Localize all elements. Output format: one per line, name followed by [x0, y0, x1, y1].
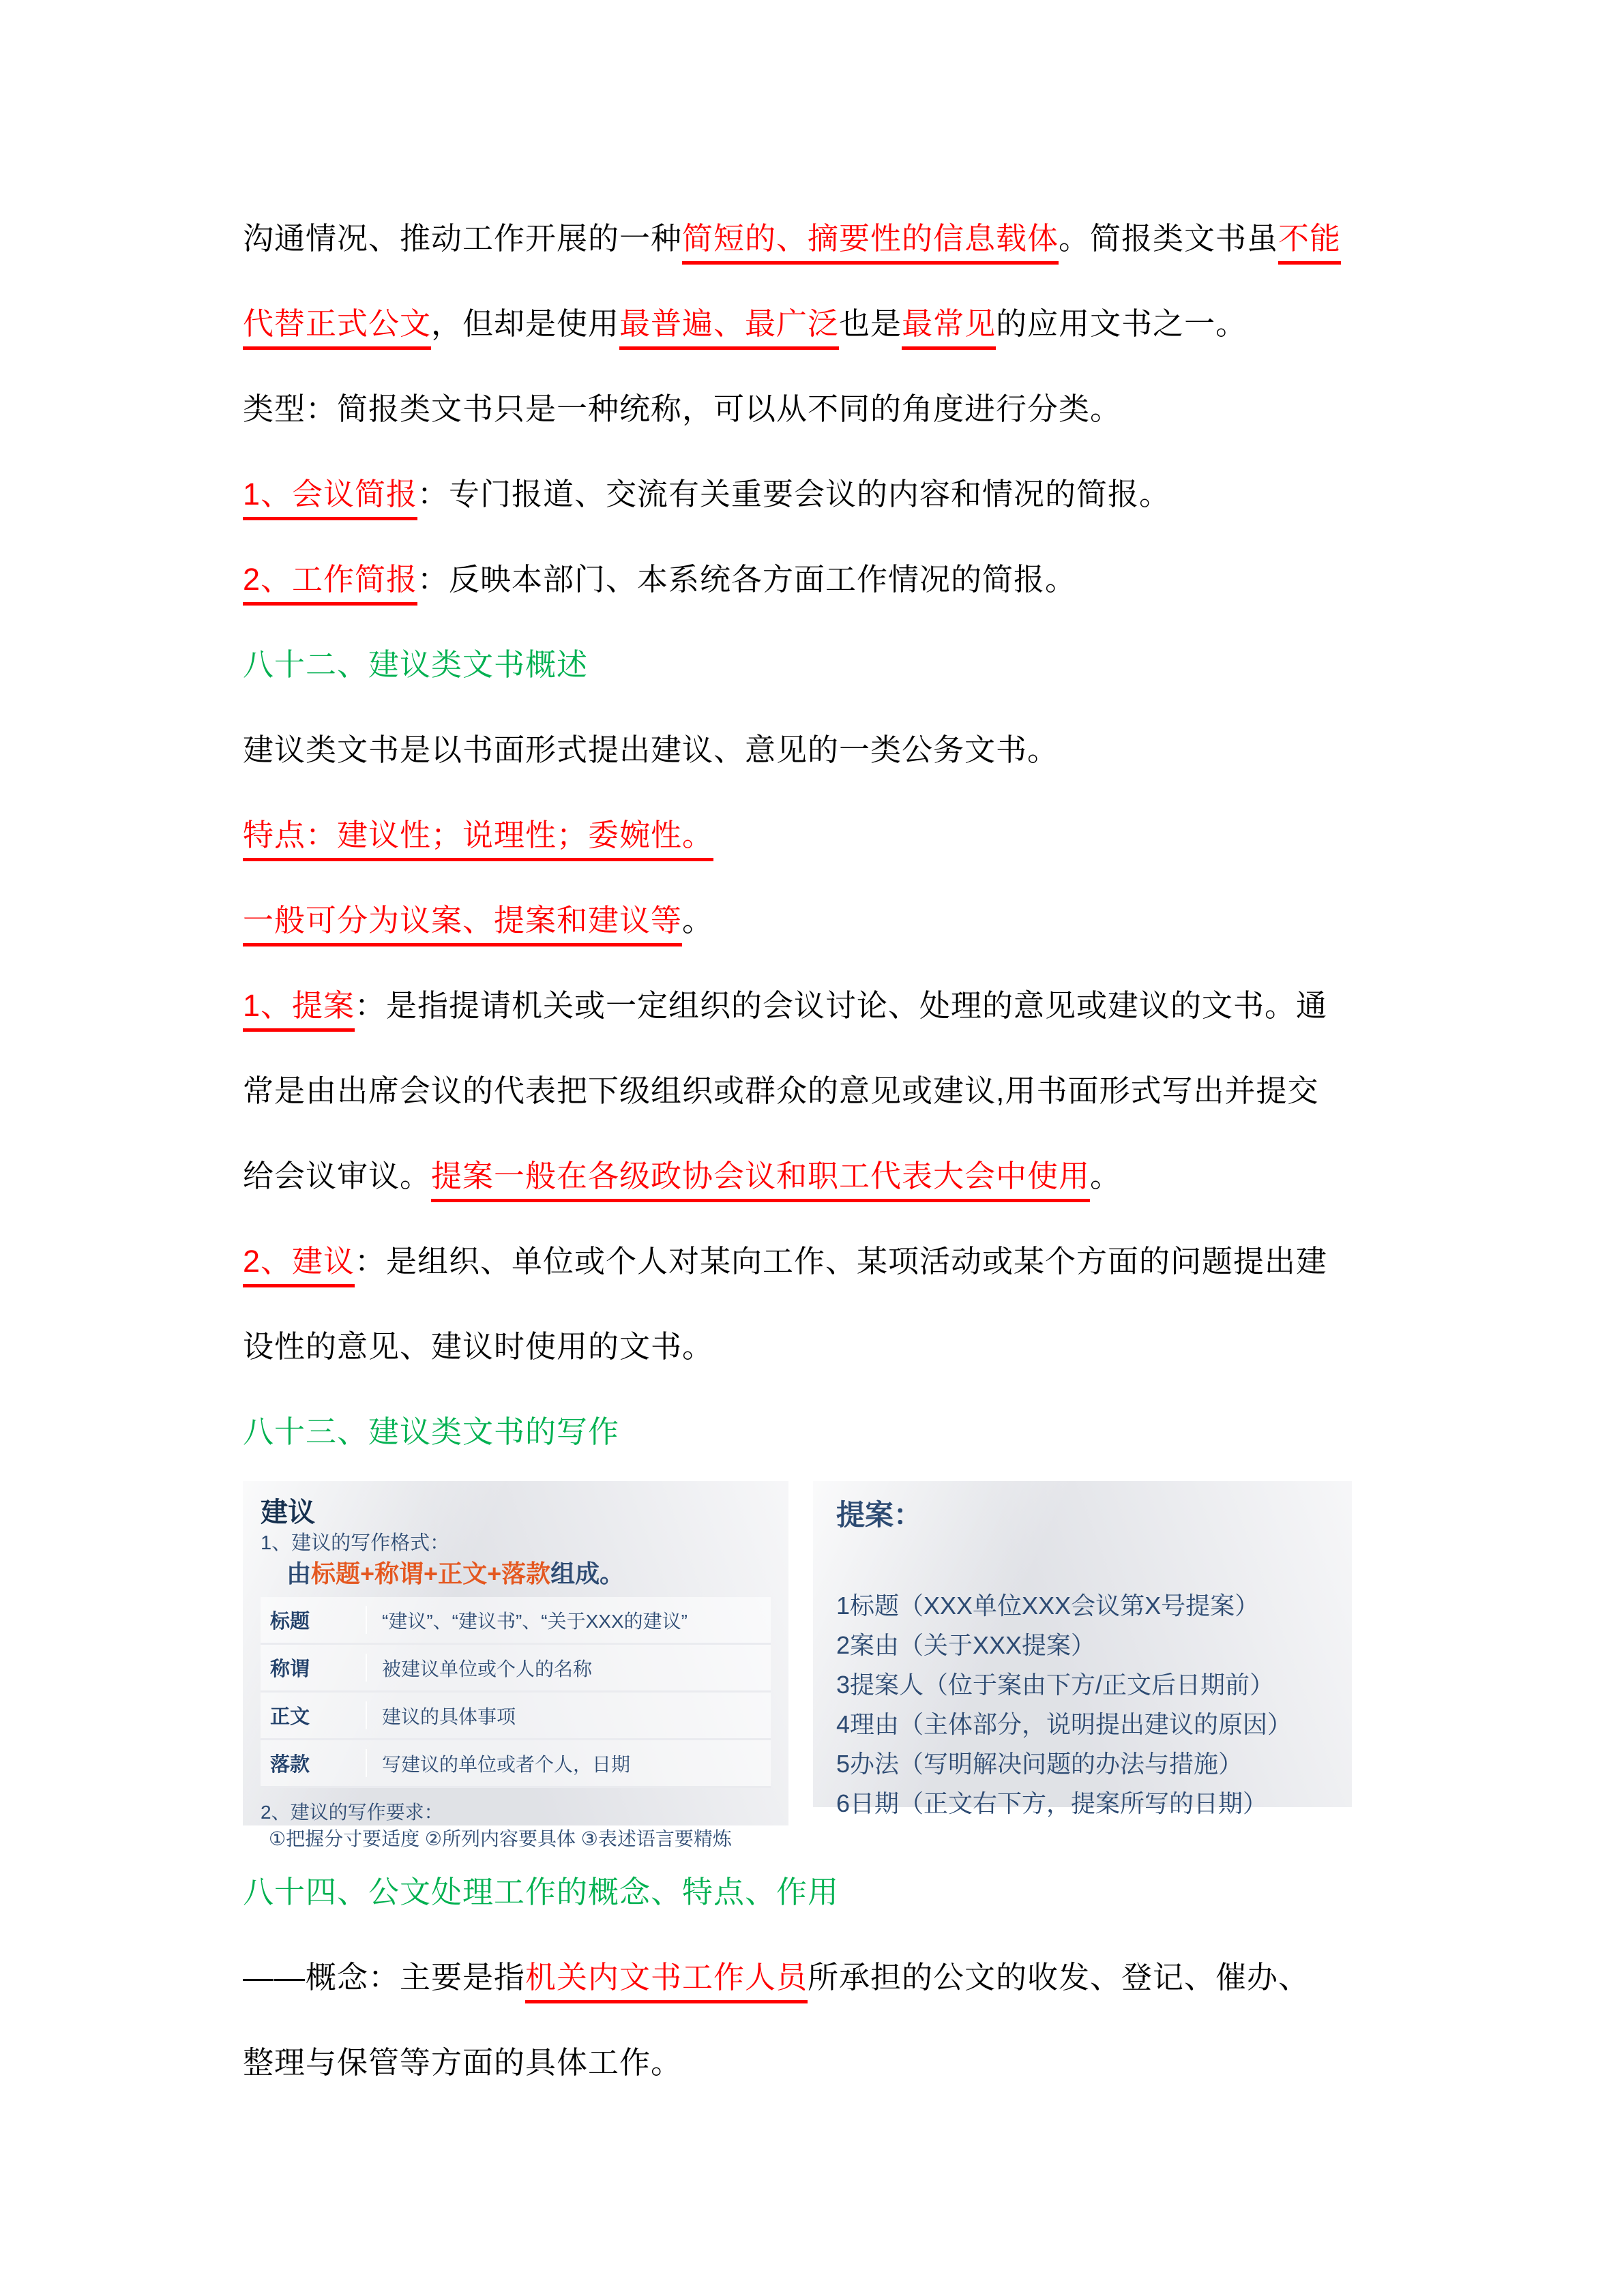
red-underline-segment: 代替正式公文 — [243, 306, 431, 350]
text-segment: 。 — [1090, 1159, 1122, 1193]
row-label: 标题 — [270, 1606, 367, 1634]
proposal-item: 2案由（关于XXX提案） — [836, 1631, 1096, 1659]
paragraph-line — [243, 901, 1433, 940]
paragraph-line — [243, 1072, 1433, 1110]
figure-compose-line — [261, 1557, 771, 1590]
paragraph-line — [243, 475, 1433, 513]
text-segment: ：反映本部门、本系统各方面工作情况的简报。 — [417, 562, 1077, 597]
paragraph-line — [243, 1157, 1433, 1195]
figure-panel-tian — [813, 1481, 1352, 1817]
proposal-item: 3提案人（位于案由下方/正文后日期前） — [836, 1671, 1275, 1699]
section-heading-82: 八十二、建议类文书概述 — [243, 647, 589, 682]
row-label: 正文 — [270, 1701, 367, 1729]
text-segment: 整理与保管等方面的具体工作。 — [243, 2045, 683, 2080]
text-segment: 所承担的公文的收发、登记、催办、 — [808, 1960, 1310, 1995]
red-underline-segment: 2、工作简报 — [243, 562, 417, 606]
figure-panel-jianyi — [243, 1481, 788, 1849]
text-segment: 类型：简报类文书只是一种统称，可以从不同的角度进行分类。 — [243, 391, 1122, 426]
figure-format-table — [261, 1597, 771, 1788]
text-segment: ，但却是使用 — [431, 306, 620, 341]
paragraph-line — [243, 816, 1433, 854]
row-value: “建议”、“建议书”、“关于XXX的建议” — [382, 1610, 688, 1632]
proposal-item: 6日期（正文右下方，提案所写的日期） — [836, 1789, 1268, 1817]
red-underline-segment: 最普遍、最广泛 — [619, 306, 839, 350]
row-value: 写建议的单位或者个人，日期 — [382, 1753, 631, 1775]
row-label: 落款 — [270, 1749, 367, 1777]
red-underline-segment: 特点：建议性；说理性；委婉性。 — [243, 818, 713, 861]
figure-format-heading: 1、建议的写作格式： — [261, 1532, 450, 1554]
compose-prefix: 由 — [286, 1560, 312, 1587]
text-segment: 常是由出席会议的代表把下级组织或群众的意见或建议,用书面形式写出并提交 — [243, 1073, 1319, 1108]
red-underline-segment: 简短的、摘要性的信息载体 — [682, 221, 1059, 265]
text-segment: ：专门报道、交流有关重要会议的内容和情况的简报。 — [417, 477, 1171, 511]
red-underline-segment: 提案一般在各级政协会议和职工代表大会中使用 — [431, 1159, 1090, 1202]
row-label: 称谓 — [270, 1654, 367, 1682]
figure-requirements: ①把握分寸要适度 ②所列内容要具体 ③表述语言要精炼 — [269, 1828, 732, 1849]
embedded-slide-image — [243, 1481, 1433, 1849]
text-segment: 建议类文书是以书面形式提出建议、意见的一类公务文书。 — [243, 732, 1059, 767]
red-underline-segment: 1、会议简报 — [243, 477, 417, 520]
figure-proposal-list — [836, 1586, 1329, 1823]
text-segment: 的应用文书之一。 — [996, 306, 1247, 341]
row-value: 建议的具体事项 — [382, 1705, 516, 1727]
red-underline-segment: 不能 — [1278, 221, 1341, 265]
paragraph-line — [243, 1958, 1433, 1997]
text-segment: ：是组织、单位或个人对某向工作、某项活动或某个方面的问题提出建 — [355, 1244, 1328, 1279]
text-segment: ：是指提请机关或一定组织的会议讨论、处理的意见或建议的文书。通 — [355, 988, 1328, 1023]
proposal-item: 4理由（主体部分，说明提出建议的原因） — [836, 1710, 1293, 1738]
paragraph-line — [243, 561, 1433, 599]
table-row — [261, 1740, 771, 1788]
red-underline-segment: 最常见 — [902, 306, 996, 350]
table-row — [261, 1693, 771, 1740]
paragraph-line — [243, 1242, 1433, 1281]
proposal-item: 1标题（XXX单位XXX会议第X号提案） — [836, 1592, 1260, 1620]
proposal-item: 5办法（写明解决问题的办法与措施） — [836, 1750, 1243, 1778]
text-segment: ——概念：主要是指 — [243, 1960, 526, 1995]
text-segment: 沟通情况、推动工作开展的一种 — [243, 221, 683, 256]
text-segment: 也是 — [839, 306, 902, 341]
paragraph-line — [243, 731, 1433, 769]
red-underline-segment: 一般可分为议案、提案和建议等 — [243, 903, 682, 946]
text-segment: 设性的意见、建议时使用的文书。 — [243, 1329, 714, 1364]
paragraph-line — [243, 1328, 1433, 1366]
text-segment: 。简报类文书虽 — [1059, 221, 1279, 256]
compose-parts: 标题+称谓+正文+落款 — [311, 1560, 551, 1587]
section-heading-83: 八十三、建议类文书的写作 — [243, 1414, 620, 1449]
text-segment: 。 — [682, 903, 714, 938]
figure-right-title: 提案： — [836, 1499, 923, 1531]
paragraph-line — [243, 305, 1433, 343]
figure-left-title: 建议 — [261, 1497, 315, 1527]
paragraph-line — [243, 987, 1433, 1025]
table-row — [261, 1645, 771, 1693]
compose-suffix: 组成。 — [550, 1560, 625, 1587]
section-heading-84: 八十四、公文处理工作的概念、特点、作用 — [243, 1875, 840, 1909]
red-underline-segment: 机关内文书工作人员 — [525, 1960, 808, 2003]
paragraph-line — [243, 220, 1433, 258]
figure-require-heading: 2、建议的写作要求： — [261, 1802, 443, 1823]
paragraph-line — [243, 2044, 1433, 2082]
table-row — [261, 1597, 771, 1645]
red-underline-segment: 2、建议 — [243, 1244, 355, 1287]
paragraph-line — [243, 390, 1433, 428]
red-underline-segment: 1、提案 — [243, 988, 355, 1032]
row-value: 被建议单位或个人的名称 — [382, 1658, 593, 1680]
text-segment: 给会议审议。 — [243, 1159, 432, 1193]
